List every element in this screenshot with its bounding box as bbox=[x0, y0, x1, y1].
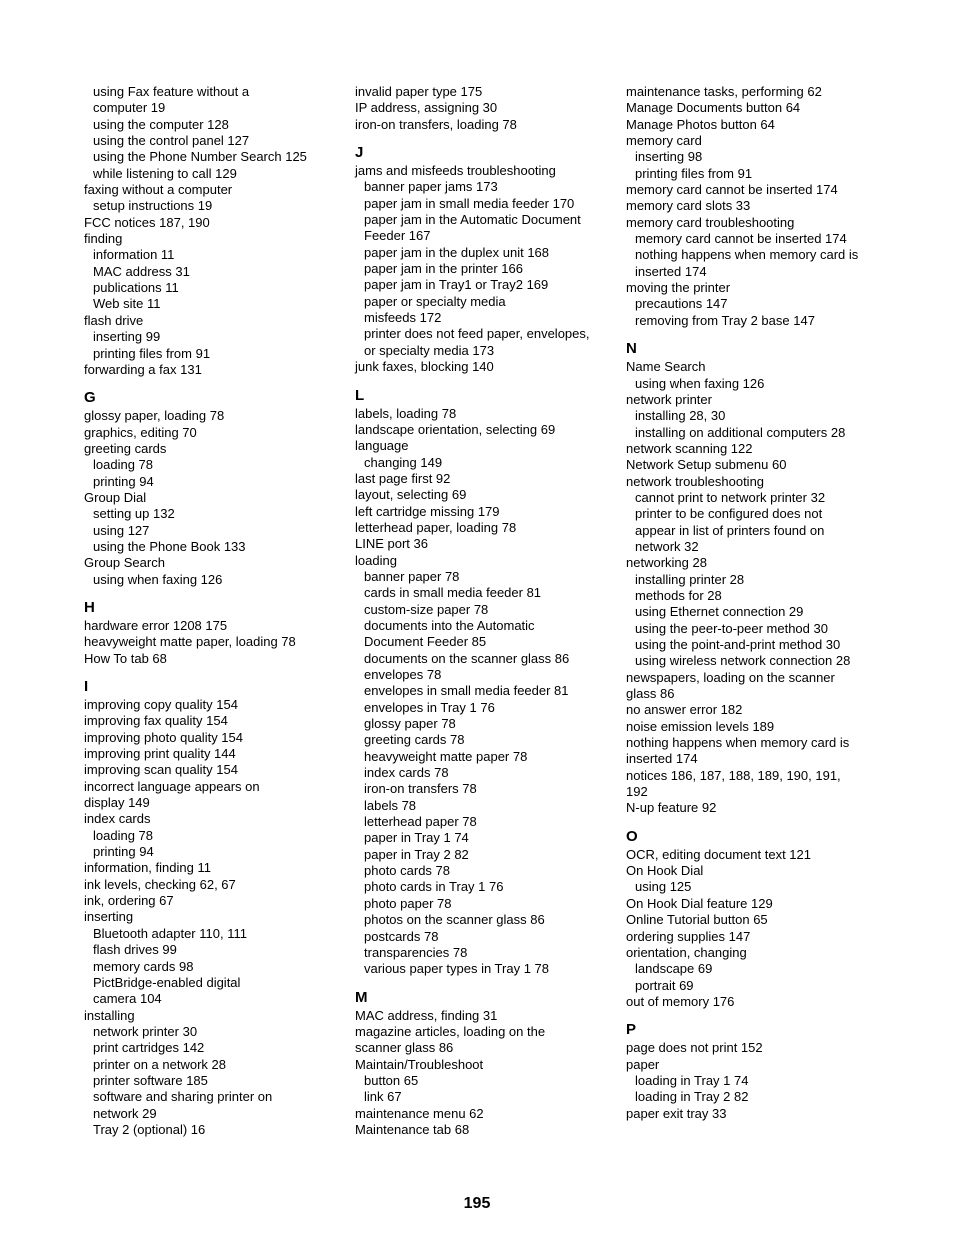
index-subentry: paper jam in the printer 166 bbox=[364, 261, 523, 277]
index-subentry: using the Phone Book 133 bbox=[93, 538, 246, 554]
index-entry: IP address, assigning 30 bbox=[355, 100, 498, 116]
index-entry: Online Tutorial button 65 bbox=[626, 912, 768, 928]
index-subentry: landscape 69 bbox=[635, 961, 713, 977]
index-subentry: cannot print to network printer 32 bbox=[635, 489, 826, 505]
index-entry: 192 bbox=[626, 784, 648, 800]
index-entry: no answer error 182 bbox=[626, 702, 743, 718]
index-subentry: appear in list of printers found on bbox=[635, 522, 825, 538]
index-subentry: inserting 98 bbox=[635, 149, 703, 165]
index-subentry: cards in small media feeder 81 bbox=[364, 585, 542, 601]
index-subentry: using when faxing 126 bbox=[93, 571, 223, 587]
index-subentry: nothing happens when memory card is bbox=[635, 247, 859, 263]
index-entry: layout, selecting 69 bbox=[355, 487, 467, 503]
index-subentry: inserting 99 bbox=[93, 329, 161, 345]
index-subentry: flash drives 99 bbox=[93, 942, 177, 958]
index-subentry: paper jam in Tray1 or Tray2 169 bbox=[364, 277, 549, 293]
index-entry: memory card cannot be inserted 174 bbox=[626, 182, 838, 198]
index-subentry: Feeder 167 bbox=[364, 228, 431, 244]
index-entry: landscape orientation, selecting 69 bbox=[355, 421, 556, 437]
index-subentry: Document Feeder 85 bbox=[364, 634, 487, 650]
index-entry: On Hook Dial bbox=[626, 863, 704, 879]
index-entry: incorrect language appears on bbox=[84, 778, 260, 794]
index-entry: Network Setup submenu 60 bbox=[626, 457, 787, 473]
index-entry: greeting cards bbox=[84, 440, 167, 456]
index-subentry: printer to be configured does not bbox=[635, 506, 823, 522]
index-entry: LINE port 36 bbox=[355, 536, 428, 552]
index-entry: networking 28 bbox=[626, 555, 707, 571]
index-entry: improving scan quality 154 bbox=[84, 762, 238, 778]
index-subentry: removing from Tray 2 base 147 bbox=[635, 312, 815, 328]
index-entry: How To tab 68 bbox=[84, 650, 167, 666]
index-entry: improving print quality 144 bbox=[84, 746, 236, 762]
index-entry: glass 86 bbox=[626, 686, 675, 702]
index-entry: memory card bbox=[626, 133, 702, 149]
index-entry: forwarding a fax 131 bbox=[84, 361, 202, 377]
section-letter-heading: O bbox=[626, 827, 638, 845]
index-subentry: Bluetooth adapter 110, 111 bbox=[93, 925, 247, 941]
index-entry: Manage Photos button 64 bbox=[626, 116, 775, 132]
index-entry: invalid paper type 175 bbox=[355, 84, 483, 99]
index-subentry: various paper types in Tray 1 78 bbox=[364, 961, 549, 977]
index-entry: paper bbox=[626, 1056, 660, 1072]
index-entry: Maintain/Troubleshoot bbox=[355, 1056, 484, 1072]
index-subentry: printing 94 bbox=[93, 844, 154, 860]
index-subentry: Web site 11 bbox=[93, 296, 161, 312]
index-subentry: using 125 bbox=[635, 879, 692, 895]
index-entry: left cartridge missing 179 bbox=[355, 503, 500, 519]
index-entry: orientation, changing bbox=[626, 944, 747, 960]
index-subentry: index cards 78 bbox=[364, 765, 449, 781]
index-entry: flash drive bbox=[84, 312, 144, 328]
index-subentry: while listening to call 129 bbox=[93, 165, 237, 181]
index-entry: paper exit tray 33 bbox=[626, 1105, 727, 1121]
index-entry: FCC notices 187, 190 bbox=[84, 214, 210, 230]
index-subentry: banner paper 78 bbox=[364, 568, 460, 584]
index-subentry: computer 19 bbox=[93, 100, 166, 116]
index-entry: Group Dial bbox=[84, 489, 147, 505]
index-entry: ordering supplies 147 bbox=[626, 928, 751, 944]
index-entry: notices 186, 187, 188, 189, 190, 191, bbox=[626, 767, 841, 783]
index-entry: hardware error 1208 175 bbox=[84, 617, 228, 633]
index-entry: memory card slots 33 bbox=[626, 198, 751, 214]
index-entry: junk faxes, blocking 140 bbox=[355, 359, 494, 375]
index-subentry: camera 104 bbox=[93, 991, 162, 1007]
index-subentry: greeting cards 78 bbox=[364, 732, 465, 748]
section-letter-heading: G bbox=[84, 389, 96, 407]
index-subentry: using the control panel 127 bbox=[93, 133, 250, 149]
index-entry: ink levels, checking 62, 67 bbox=[84, 876, 236, 892]
index-subentry: memory card cannot be inserted 174 bbox=[635, 231, 847, 247]
index-subentry: letterhead paper 78 bbox=[364, 814, 477, 830]
index-entry: glossy paper, loading 78 bbox=[84, 408, 225, 424]
index-subentry: memory cards 98 bbox=[93, 958, 194, 974]
section-letter-heading: H bbox=[84, 598, 95, 616]
index-entry: magazine articles, loading on the bbox=[355, 1023, 546, 1039]
index-subentry: glossy paper 78 bbox=[364, 716, 456, 732]
index-entry: iron-on transfers, loading 78 bbox=[355, 116, 517, 132]
index-subentry: iron-on transfers 78 bbox=[364, 781, 477, 797]
index-subentry: using 127 bbox=[93, 522, 150, 538]
index-subentry: or specialty media 173 bbox=[364, 342, 495, 358]
index-subentry: network printer 30 bbox=[93, 1023, 198, 1039]
index-column-2 bbox=[355, 84, 617, 1138]
index-subentry: print cartridges 142 bbox=[93, 1040, 205, 1056]
index-entry: display 149 bbox=[84, 795, 150, 811]
index-entry: scanner glass 86 bbox=[355, 1040, 454, 1056]
index-column-1 bbox=[84, 84, 346, 1138]
index-entry: Name Search bbox=[626, 359, 706, 375]
index-entry: network troubleshooting bbox=[626, 473, 765, 489]
index-subentry: printing files from 91 bbox=[93, 345, 211, 361]
index-entry: ink, ordering 67 bbox=[84, 893, 174, 909]
index-entry: jams and misfeeds troubleshooting bbox=[355, 163, 556, 179]
index-subentry: loading in Tray 2 82 bbox=[635, 1089, 749, 1105]
index-subentry: paper in Tray 2 82 bbox=[364, 846, 469, 862]
index-subentry: software and sharing printer on bbox=[93, 1089, 273, 1105]
index-entry: maintenance menu 62 bbox=[355, 1105, 484, 1121]
index-entry: improving fax quality 154 bbox=[84, 713, 228, 729]
index-entry: network scanning 122 bbox=[626, 440, 753, 456]
index-entry: letterhead paper, loading 78 bbox=[355, 519, 517, 535]
section-letter-heading: M bbox=[355, 988, 368, 1006]
index-subentry: documents into the Automatic bbox=[364, 617, 535, 633]
index-entry: newspapers, loading on the scanner bbox=[626, 669, 835, 685]
index-subentry: banner paper jams 173 bbox=[364, 179, 498, 195]
index-subentry: printing 94 bbox=[93, 473, 154, 489]
index-subentry: inserted 174 bbox=[635, 263, 707, 279]
index-subentry: postcards 78 bbox=[364, 928, 439, 944]
index-subentry: paper jam in the Automatic Document bbox=[364, 212, 581, 228]
index-subentry: using Ethernet connection 29 bbox=[635, 604, 804, 620]
index-subentry: paper jam in small media feeder 170 bbox=[364, 195, 575, 211]
index-subentry: photo cards in Tray 1 76 bbox=[364, 879, 504, 895]
index-entry: inserting bbox=[84, 909, 134, 925]
index-subentry: using the point-and-print method 30 bbox=[635, 637, 841, 652]
index-subentry: loading 78 bbox=[93, 827, 153, 843]
index-entry: installing bbox=[84, 1007, 135, 1023]
index-subentry: button 65 bbox=[364, 1072, 419, 1088]
index-subentry: installing 28, 30 bbox=[635, 408, 726, 424]
index-subentry: envelopes in Tray 1 76 bbox=[364, 699, 495, 715]
index-subentry: loading in Tray 1 74 bbox=[635, 1072, 749, 1088]
index-subentry: information 11 bbox=[93, 247, 175, 263]
index-subentry: envelopes in small media feeder 81 bbox=[364, 683, 569, 699]
index-subentry: using when faxing 126 bbox=[635, 375, 765, 391]
index-subentry: photo cards 78 bbox=[364, 863, 451, 879]
index-column-3 bbox=[626, 84, 876, 1122]
index-entry: page does not print 152 bbox=[626, 1040, 763, 1056]
index-subentry: misfeeds 172 bbox=[364, 310, 442, 326]
section-letter-heading: P bbox=[626, 1021, 637, 1039]
index-subentry: photo paper 78 bbox=[364, 895, 452, 911]
index-subentry: transparencies 78 bbox=[364, 944, 468, 960]
index-subentry: PictBridge-enabled digital bbox=[93, 974, 241, 990]
section-letter-heading: J bbox=[355, 144, 364, 162]
index-subentry: network 29 bbox=[93, 1105, 157, 1121]
index-entry: Manage Documents button 64 bbox=[626, 100, 801, 116]
index-subentry: using Fax feature without a bbox=[93, 84, 250, 99]
index-entry: moving the printer bbox=[626, 280, 731, 296]
index-entry: On Hook Dial feature 129 bbox=[626, 895, 773, 911]
index-subentry: link 67 bbox=[364, 1089, 402, 1105]
index-subentry: printing files from 91 bbox=[635, 165, 753, 181]
index-subentry: paper in Tray 1 74 bbox=[364, 830, 469, 846]
index-entry: heavyweight matte paper, loading 78 bbox=[84, 634, 296, 650]
index-subentry: documents on the scanner glass 86 bbox=[364, 650, 570, 666]
index-subentry: paper jam in the duplex unit 168 bbox=[364, 244, 550, 260]
index-subentry: heavyweight matte paper 78 bbox=[364, 748, 528, 764]
index-entry: last page first 92 bbox=[355, 470, 451, 486]
index-subentry: photos on the scanner glass 86 bbox=[364, 912, 545, 928]
index-entry: nothing happens when memory card is bbox=[626, 735, 850, 751]
index-entry: Group Search bbox=[84, 555, 165, 571]
index-entry: network printer bbox=[626, 391, 712, 407]
index-subentry: publications 11 bbox=[93, 280, 179, 296]
index-subentry: printer software 185 bbox=[93, 1072, 208, 1088]
index-entry: Maintenance tab 68 bbox=[355, 1121, 470, 1137]
index-entry: inserted 174 bbox=[626, 751, 698, 767]
index-subentry: setup instructions 19 bbox=[93, 198, 213, 214]
index-entry: finding bbox=[84, 231, 123, 247]
index-subentry: installing printer 28 bbox=[635, 571, 745, 587]
index-entry: labels, loading 78 bbox=[355, 405, 457, 421]
index-subentry: paper or specialty media bbox=[364, 293, 506, 309]
index-subentry: loading 78 bbox=[93, 457, 153, 473]
index-entry: information, finding 11 bbox=[84, 860, 211, 876]
index-subentry: portrait 69 bbox=[635, 977, 694, 993]
index-entry: graphics, editing 70 bbox=[84, 424, 197, 440]
index-subentry: changing 149 bbox=[364, 454, 443, 470]
index-subentry: setting up 132 bbox=[93, 506, 175, 522]
index-entry: maintenance tasks, performing 62 bbox=[626, 84, 822, 99]
index-entry: memory card troubleshooting bbox=[626, 214, 795, 230]
index-subentry: envelopes 78 bbox=[364, 667, 442, 682]
index-entry: OCR, editing document text 121 bbox=[626, 846, 811, 862]
index-entry: language bbox=[355, 438, 409, 454]
index-subentry: precautions 147 bbox=[635, 296, 728, 312]
index-entry: improving photo quality 154 bbox=[84, 729, 243, 745]
section-letter-heading: L bbox=[355, 386, 365, 404]
index-subentry: Tray 2 (optional) 16 bbox=[93, 1121, 206, 1137]
page-number: 195 bbox=[463, 1195, 491, 1212]
index-subentry: using the peer-to-peer method 30 bbox=[635, 620, 828, 636]
index-subentry: labels 78 bbox=[364, 797, 417, 813]
section-letter-heading: I bbox=[84, 678, 89, 695]
index-subentry: MAC address 31 bbox=[93, 263, 190, 279]
index-entry: out of memory 176 bbox=[626, 993, 735, 1009]
index-subentry: printer does not feed paper, envelopes, bbox=[364, 326, 590, 342]
index-subentry: using wireless network connection 28 bbox=[635, 653, 851, 669]
index-subentry: printer on a network 28 bbox=[93, 1056, 226, 1072]
index-entry: faxing without a computer bbox=[84, 182, 233, 198]
index-subentry: methods for 28 bbox=[635, 587, 722, 603]
index-entry: N-up feature 92 bbox=[626, 800, 717, 816]
index-subentry: network 32 bbox=[635, 538, 699, 554]
section-letter-heading: N bbox=[626, 340, 637, 358]
index-subentry: using the computer 128 bbox=[93, 116, 229, 132]
index-entry: index cards bbox=[84, 811, 151, 827]
index-entry: improving copy quality 154 bbox=[84, 697, 238, 712]
index-entry: MAC address, finding 31 bbox=[355, 1007, 498, 1023]
index-subentry: using the Phone Number Search 125 bbox=[93, 149, 307, 165]
index-subentry: installing on additional computers 28 bbox=[635, 424, 846, 440]
index-entry: noise emission levels 189 bbox=[626, 718, 775, 734]
index-entry: loading bbox=[355, 552, 397, 568]
index-subentry: custom-size paper 78 bbox=[364, 601, 489, 617]
